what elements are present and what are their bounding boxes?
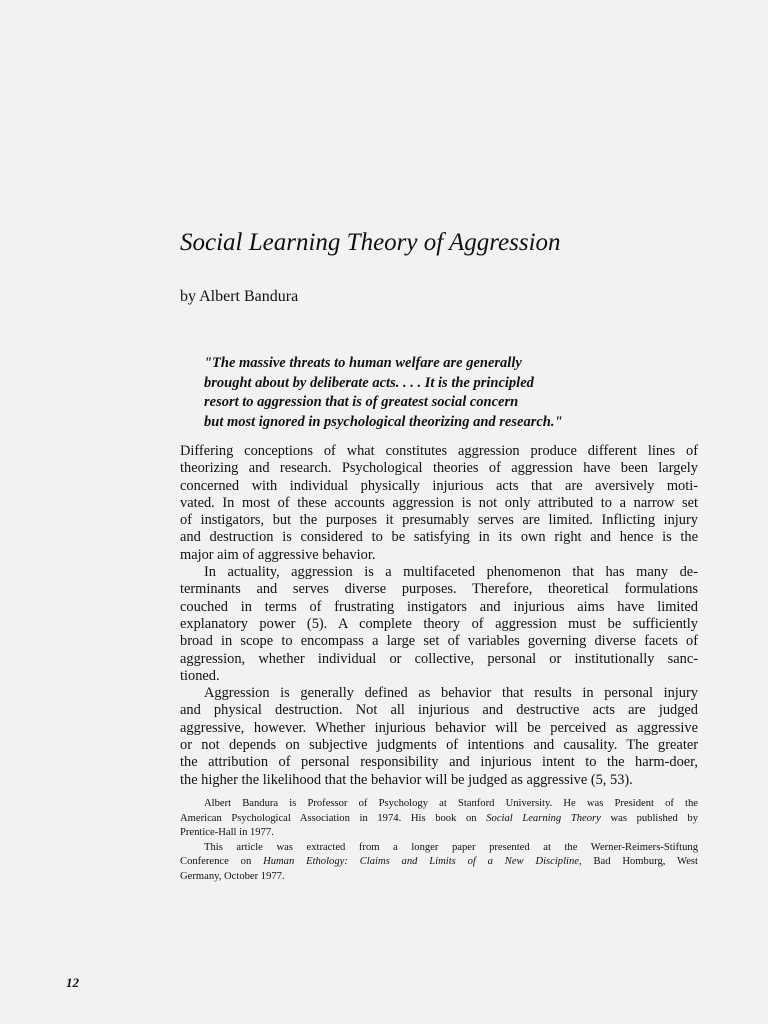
author-note-line: [180, 812, 698, 827]
source-note-line: Germany, October 1977.: [180, 870, 285, 882]
epigraph-line: brought about by deliberate acts. . . . It is the principled: [204, 374, 534, 391]
body-line: tioned.: [180, 667, 220, 684]
body-line: and physical destruction. Not all injurious and destructive acts are judged: [180, 702, 698, 719]
body-line: Aggression is generally defined as behavior that results in personal injury: [204, 685, 698, 702]
epigraph-quote: [204, 354, 704, 432]
body-line: Differing conceptions of what constitutes aggression produce different lines of: [180, 443, 698, 459]
page-number: 12: [66, 975, 79, 990]
body-line: aggressive, however. Whether injurious behavior will be perceived as aggressive: [180, 719, 698, 736]
body-line: the higher the likelihood that the behavior will be judged as aggressive (5, 53).: [180, 771, 633, 788]
body-line: and destruction is considered to be satisfying in its own right and hence is the: [180, 529, 698, 546]
source-note-text: Bad Homburg, West: [581, 856, 698, 867]
article-title: Social Learning Theory of Aggression: [180, 229, 561, 256]
body-line: concerned with individual physically injurious acts that are aversively moti-: [180, 477, 698, 494]
epigraph-line: but most ignored in psychological theorizing and research.": [204, 413, 563, 430]
body-line: In actuality, aggression is a multifaceted phenomenon that has many de-: [204, 564, 698, 581]
author-note-text: was published by: [600, 812, 698, 824]
article-body: [180, 443, 698, 789]
body-line: of instigators, but the purposes it presumably serves are limited. Inflicting injury: [180, 512, 698, 529]
epigraph-line: "The massive threats to human welfare are generally: [204, 355, 522, 371]
body-paragraph-2: [180, 564, 698, 685]
body-line: theorizing and research. Psychological theories of aggression have been largely: [180, 460, 698, 477]
body-line: vated. In most of these accounts aggression is not only attributed to a narrow set: [180, 494, 698, 511]
author-note-line: Albert Bandura is Professor of Psychology at Stanford University. He was President of the: [204, 798, 698, 809]
epigraph-line: resort to aggression that is of greatest social concern: [204, 394, 519, 410]
author-note-text: American Psychological Association in 1974. His book on: [180, 812, 487, 824]
source-note-line: [180, 855, 698, 870]
body-paragraph-1: [180, 443, 698, 564]
book-title: Social Learning Theory: [486, 812, 601, 824]
body-line: aggression, whether individual or collective, personal or institutionally sanc-: [180, 650, 698, 667]
body-line: broad in scope to encompass a large set of variables governing diverse facets of: [180, 633, 698, 650]
body-paragraph-3: [180, 685, 698, 789]
body-line: or not depends on subjective judgments of intentions and causality. The greater: [180, 737, 698, 754]
source-note-line: This article was extracted from a longer paper presented at the Werner-Reimers-Stiftung: [204, 841, 698, 853]
author-byline: by Albert Bandura: [180, 288, 299, 305]
body-line: terminants and serves diverse purposes. Therefore, theoretical formulations: [180, 581, 698, 598]
body-line: major aim of aggressive behavior.: [180, 546, 376, 563]
body-line: explanatory power (5). A complete theory of aggression must be sufficiently: [180, 615, 698, 632]
source-note-text: Conference on: [180, 856, 264, 867]
author-notes: [180, 797, 698, 884]
author-note-line: Prentice-Hall in 1977.: [180, 827, 274, 838]
body-line: couched in terms of frustrating instigators and injurious aims have limited: [180, 598, 698, 615]
body-line: the attribution of personal responsibility and injurious intent to the harm-doer,: [180, 754, 698, 771]
conference-title: Human Ethology: Claims and Limits of a New Discipline,: [263, 856, 582, 867]
